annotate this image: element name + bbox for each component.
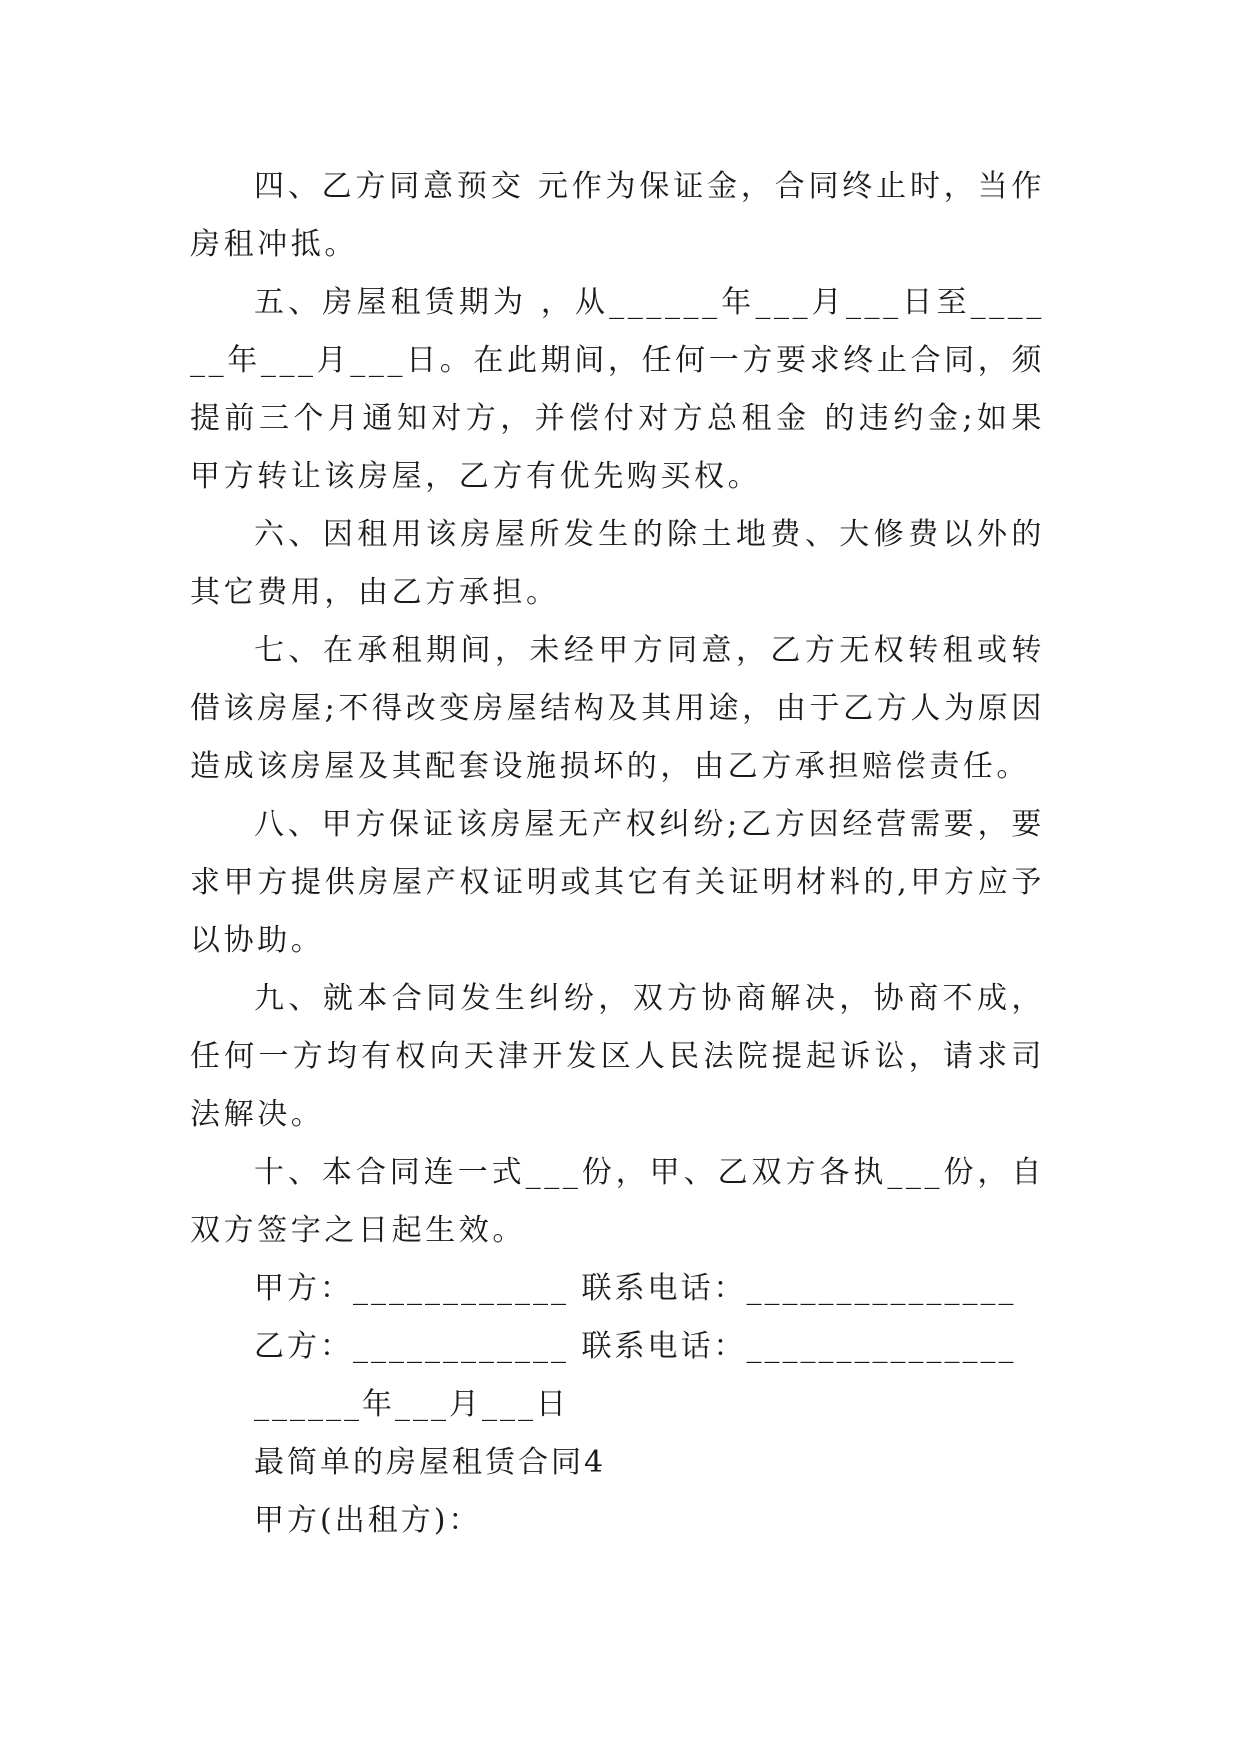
party-a-signature-line: 甲方：____________ 联系电话：_______________ bbox=[254, 1271, 1017, 1306]
next-contract-party-a: 甲方(出租方)： bbox=[254, 1503, 482, 1538]
clause-5: 五、房屋租赁期为 ，从______年___月___日至______年___月___日。在此期间，任何一方要求终止合同，须提前三个月通知对方，并偿付对方总租金 的违约金;如果甲方转让该房屋，乙方有优先购买权。 bbox=[190, 285, 1045, 494]
clause-6: 六、因租用该房屋所发生的除土地费、大修费以外的其它费用，由乙方承担。 bbox=[190, 517, 1045, 610]
party-b-signature-line: 乙方：____________ 联系电话：_______________ bbox=[254, 1329, 1017, 1364]
clause-8: 八、甲方保证该房屋无产权纠纷;乙方因经营需要，要求甲方提供房屋产权证明或其它有关证明材料的,甲方应予以协助。 bbox=[190, 807, 1045, 958]
clause-9: 九、就本合同发生纠纷，双方协商解决，协商不成，任何一方均有权向天津开发区人民法院提起诉讼，请求司法解决。 bbox=[190, 981, 1045, 1132]
clause-7: 七、在承租期间，未经甲方同意，乙方无权转租或转借该房屋;不得改变房屋结构及其用途，由于乙方人为原因造成该房屋及其配套设施损坏的，由乙方承担赔偿责任。 bbox=[190, 633, 1045, 784]
signature-date-line: ______年___月___日 bbox=[254, 1387, 569, 1422]
clause-10: 十、本合同连一式___份，甲、乙双方各执___份，自双方签字之日起生效。 bbox=[190, 1155, 1045, 1248]
document-body bbox=[190, 158, 1045, 1550]
next-contract-title: 最简单的房屋租赁合同4 bbox=[254, 1445, 607, 1480]
clause-4: 四、乙方同意预交 元作为保证金，合同终止时，当作房租冲抵。 bbox=[190, 169, 1045, 262]
